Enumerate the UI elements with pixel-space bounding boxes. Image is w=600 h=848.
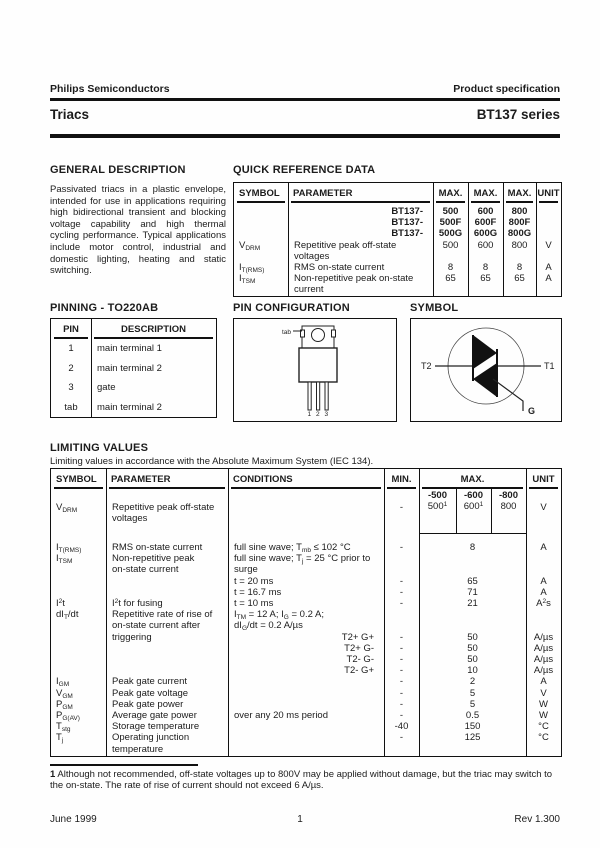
- lv-line: [51, 744, 561, 755]
- limiting-values-intro: Limiting values in accordance with the Absolute Maximum System (IEC 134).: [50, 456, 374, 467]
- lv-line: [51, 542, 561, 553]
- cell-symbol: $I_{T(RMS)}$: [239, 262, 265, 275]
- qrd-header-max1: MAX.: [433, 183, 468, 203]
- cell-max: 8: [447, 262, 454, 274]
- cell-min: -: [399, 710, 404, 722]
- cell-unit: A/µs: [533, 654, 554, 666]
- cell-conditions: surge: [234, 564, 258, 576]
- cell-unit: A: [545, 262, 552, 274]
- cell-symbol: [234, 228, 288, 239]
- cell-max: 500: [442, 206, 459, 217]
- cell-max: 5: [469, 698, 476, 710]
- cell-symbol: $I_{T(RMS)}$: [56, 542, 82, 554]
- cell-description: main terminal 1: [97, 343, 162, 355]
- cell-min: -: [399, 732, 404, 744]
- cell-unit: V: [545, 239, 552, 251]
- cell-parameter: Storage temperature: [112, 721, 200, 733]
- cell-max: [419, 744, 526, 755]
- pinning-header-row: [51, 319, 216, 339]
- cell-parameter: Repetitive rate of rise of: [112, 609, 213, 621]
- cell-pin: 1: [68, 343, 74, 355]
- cell-unit: [536, 228, 561, 239]
- cell-conditions: [228, 721, 384, 732]
- lv-max-subrule: [419, 533, 526, 534]
- cell-parameter: on-state current: [112, 564, 179, 576]
- cell-max-800: -800 800: [498, 490, 518, 512]
- cell-parameter: on-state current after: [112, 620, 201, 632]
- cell-min: [384, 620, 419, 631]
- cell-min: -: [399, 642, 404, 654]
- cell-parameter: [106, 654, 228, 665]
- cell-max: 600F: [474, 217, 497, 229]
- cell-max: 800: [511, 239, 528, 251]
- cell-parameter: BT137-: [391, 206, 423, 217]
- cell-unit: A: [540, 575, 547, 587]
- cell-symbol: [51, 665, 106, 676]
- cell-min: -: [399, 654, 404, 666]
- footer-revision: Rev 1.300: [514, 814, 560, 825]
- lv-line: [51, 710, 561, 721]
- cell-min: -: [399, 598, 404, 610]
- cell-conditions: T2+ G+: [341, 631, 374, 643]
- cell-symbol: $V_{DRM}$: [239, 239, 261, 252]
- cell-conditions: [228, 699, 384, 710]
- quick-reference-table: [233, 182, 562, 297]
- lv-header-conditions: CONDITIONS: [228, 469, 384, 489]
- cell-symbol: $T_j$: [56, 732, 64, 745]
- symbol-heading: SYMBOL: [410, 302, 459, 314]
- lv-header-row: [51, 469, 561, 489]
- qrd-line: [234, 217, 561, 228]
- cell-symbol: [51, 654, 106, 665]
- cell-max: 10: [467, 665, 478, 677]
- cell-max: 71: [467, 586, 478, 598]
- cell-parameter: Peak gate current: [112, 676, 187, 688]
- lv-line: [51, 676, 561, 687]
- cell-symbol: $T_{stg}$: [56, 721, 71, 734]
- pinning-row: [51, 359, 216, 379]
- pinning-row: [51, 378, 216, 398]
- cell-max: 150: [464, 721, 481, 733]
- cell-parameter: RMS on-state current: [112, 542, 203, 553]
- cell-symbol: $I_{TSM}$: [56, 553, 73, 566]
- cell-max: 600G: [473, 228, 498, 240]
- cell-unit: [526, 553, 561, 564]
- cell-parameter: BT137-: [391, 228, 423, 240]
- cell-symbol: $I_{GM}$: [56, 676, 70, 689]
- cell-max: 800G: [507, 228, 532, 240]
- cell-symbol: [51, 643, 106, 654]
- qrd-line: [234, 206, 561, 217]
- cell-min: -40: [394, 721, 409, 733]
- triac-symbol-icon: [411, 319, 558, 418]
- cell-unit: [536, 206, 561, 217]
- cell-unit: A/µs: [533, 642, 554, 654]
- cell-conditions: $dI_G/dt = 0.2$ A/µs: [234, 620, 303, 633]
- cell-max: 600: [477, 206, 494, 217]
- cell-min: -: [399, 687, 404, 699]
- quick-reference-heading: QUICK REFERENCE DATA: [233, 164, 376, 176]
- qrd-header-row: [234, 183, 561, 203]
- cell-max: 50: [467, 642, 478, 654]
- cell-unit: [536, 251, 561, 262]
- cell-conditions: full sine wave; $T_{mb} \le 102$ °C: [234, 542, 351, 554]
- lv-header-max: MAX.: [419, 469, 526, 489]
- cell-parameter: Peak gate power: [112, 698, 184, 710]
- cell-max: [503, 284, 536, 295]
- cell-unit: [526, 620, 561, 631]
- cell-min: -: [399, 665, 404, 677]
- cell-max: 0.5: [465, 710, 480, 722]
- pinning-header-description: DESCRIPTION: [91, 319, 216, 339]
- qrd-line: [234, 251, 561, 262]
- header-publisher: Philips Semiconductors: [50, 83, 170, 95]
- cell-symbol: $V_{DRM}$: [56, 502, 78, 514]
- cell-description: main terminal 2: [97, 362, 162, 374]
- cell-unit: [526, 564, 561, 575]
- cell-conditions: t = 10 ms: [234, 598, 274, 610]
- svg-text:T2: T2: [421, 361, 432, 371]
- cell-conditions: [228, 676, 384, 687]
- cell-conditions: t = 20 ms: [234, 575, 274, 587]
- cell-unit: °C: [538, 721, 549, 733]
- cell-min: -: [399, 698, 404, 710]
- footnote-marker: 1: [50, 769, 56, 780]
- cell-parameter: Non-repetitive peak: [112, 553, 195, 565]
- header-spec-type: Product specification: [453, 83, 560, 95]
- general-description-heading: GENERAL DESCRIPTION: [50, 164, 186, 176]
- cell-unit: $A^2s$: [536, 598, 551, 610]
- svg-text:3: 3: [324, 411, 329, 418]
- cell-max: [433, 251, 468, 262]
- cell-parameter: $I^2t$ for fusing: [112, 598, 163, 610]
- cell-max-500: -500 $500^1$: [427, 490, 448, 512]
- pinning-row: [51, 398, 216, 418]
- footnote-text: Although not recommended, off-state voltages up to 800V may be applied without damage, but the triac may switch to the on-state. The rate of rise of current should not exceed 6 A/µs.: [50, 769, 553, 792]
- cell-unit: A/µs: [533, 665, 554, 677]
- cell-symbol: [51, 744, 106, 755]
- cell-unit: A: [540, 676, 547, 688]
- page-title: Triacs: [50, 107, 90, 122]
- cell-unit: [526, 744, 561, 755]
- qrd-body: [234, 203, 561, 296]
- footnote: [50, 769, 562, 792]
- lv-line: [51, 598, 561, 609]
- title-rule: [50, 134, 560, 138]
- cell-max: 500: [442, 239, 459, 251]
- cell-symbol: [51, 632, 106, 643]
- cell-unit: A/µs: [533, 631, 554, 643]
- qrd-header-unit: UNIT: [536, 183, 561, 203]
- cell-unit: [536, 217, 561, 228]
- to220-package-icon: [234, 319, 393, 418]
- limiting-values-table: [50, 468, 562, 757]
- cell-max: 500F: [439, 217, 462, 229]
- cell-parameter: triggering: [112, 631, 152, 643]
- lv-line: [51, 643, 561, 654]
- cell-conditions: T2+ G-: [344, 642, 374, 654]
- cell-unit: A: [545, 273, 552, 285]
- cell-max: [468, 284, 503, 295]
- cell-conditions: T2- G+: [344, 665, 374, 677]
- pinning-body: [51, 339, 216, 417]
- cell-min: -: [399, 502, 404, 513]
- cell-pin: 3: [68, 382, 74, 394]
- cell-conditions: [228, 688, 384, 699]
- cell-max: 125: [464, 732, 481, 744]
- cell-conditions: [228, 732, 384, 743]
- cell-parameter: [106, 643, 228, 654]
- cell-max: 65: [480, 273, 491, 285]
- lv-line: [51, 721, 561, 732]
- footer-date: June 1999: [50, 814, 97, 825]
- cell-max: 800F: [508, 217, 531, 229]
- cell-min: [384, 553, 419, 564]
- lv-vdrm-row: [51, 489, 561, 533]
- pinning-row: [51, 339, 216, 359]
- cell-max: 600: [477, 239, 494, 251]
- cell-min: [384, 609, 419, 620]
- lv-line: [51, 576, 561, 587]
- cell-symbol: [234, 251, 288, 262]
- qrd-line: [234, 273, 561, 284]
- cell-conditions: T2- G-: [346, 654, 374, 666]
- lv-line: [51, 587, 561, 598]
- pinning-table: [50, 318, 217, 418]
- cell-max-600: -600 $600^1$: [463, 490, 484, 512]
- cell-max: 800: [511, 206, 528, 217]
- cell-parameter: [106, 587, 228, 598]
- cell-max: 50: [467, 631, 478, 643]
- lv-header-symbol: SYMBOL: [51, 469, 106, 489]
- lv-body: [51, 542, 561, 755]
- lv-line: [51, 632, 561, 643]
- cell-symbol: [51, 587, 106, 598]
- cell-parameter: [106, 665, 228, 676]
- lv-line: [51, 654, 561, 665]
- lv-header-unit: UNIT: [526, 469, 561, 489]
- pinning-header-pin: PIN: [51, 319, 91, 339]
- qrd-line: [234, 240, 561, 251]
- pin-configuration-box: [233, 318, 397, 422]
- parameter-line: voltages: [112, 513, 148, 524]
- cell-min: -: [399, 676, 404, 688]
- cell-max: [419, 564, 526, 575]
- svg-text:2: 2: [316, 411, 320, 418]
- cell-unit: A: [540, 542, 547, 553]
- qrd-line: [234, 262, 561, 273]
- cell-parameter: BT137-: [391, 217, 423, 229]
- lv-header-min: MIN.: [384, 469, 419, 489]
- cell-description: gate: [97, 382, 116, 394]
- cell-max: 50: [467, 654, 478, 666]
- pinning-heading: PINNING - TO220AB: [50, 302, 159, 314]
- cell-max: 5: [469, 687, 476, 699]
- cell-max: 21: [467, 598, 478, 610]
- cell-conditions: over any 20 ms period: [234, 710, 328, 722]
- cell-unit: [536, 284, 561, 295]
- qrd-header-parameter: PARAMETER: [288, 183, 433, 203]
- qrd-line: [234, 228, 561, 239]
- cell-max: [468, 251, 503, 262]
- cell-min: -: [399, 631, 404, 643]
- symbol-box: [410, 318, 562, 422]
- cell-min: [384, 744, 419, 755]
- cell-unit: [526, 609, 561, 620]
- cell-parameter: Average gate power: [112, 710, 197, 722]
- cell-symbol: $V_{GM}$: [56, 687, 73, 700]
- lv-line: [51, 553, 561, 564]
- cell-symbol: [51, 564, 106, 575]
- cell-max: 8: [516, 262, 523, 274]
- cell-unit: °C: [538, 732, 549, 744]
- cell-parameter: temperature: [112, 743, 164, 755]
- cell-symbol: $I_{TSM}$: [239, 273, 256, 286]
- tab-label: tab: [282, 329, 292, 336]
- footnote-rule: [50, 764, 198, 766]
- cell-unit: V: [540, 502, 547, 513]
- cell-parameter: [112, 502, 226, 524]
- lv-line: [51, 732, 561, 743]
- cell-conditions: t = 16.7 ms: [234, 586, 282, 598]
- cell-description: main terminal 2: [97, 401, 162, 413]
- cell-parameter: Non-repetitive peak on-state: [294, 273, 414, 285]
- lv-line: [51, 609, 561, 620]
- qrd-header-max2: MAX.: [468, 183, 503, 203]
- cell-max: [503, 251, 536, 262]
- cell-max: 65: [467, 575, 478, 587]
- cell-conditions: $I_{TM} = 12$ A; $I_G = 0.2$ A;: [234, 609, 324, 622]
- lv-line: [51, 665, 561, 676]
- footer-page-number: 1: [297, 814, 303, 825]
- svg-text:G: G: [528, 406, 536, 416]
- cell-max: 8: [469, 542, 476, 553]
- cell-symbol: $dI_T/dt$: [56, 609, 79, 622]
- cell-unit: A: [540, 586, 547, 598]
- qrd-header-symbol: SYMBOL: [234, 183, 288, 203]
- lv-line: [51, 688, 561, 699]
- cell-max: 65: [445, 273, 456, 285]
- svg-text:1: 1: [307, 411, 312, 418]
- cell-parameter: voltages: [294, 250, 330, 262]
- cell-max: 65: [514, 273, 525, 285]
- cell-max: 8: [482, 262, 489, 274]
- cell-parameter: RMS on-state current: [294, 262, 385, 274]
- parameter-line: Repetitive peak off-state: [112, 502, 215, 513]
- cell-parameter: [106, 576, 228, 587]
- cell-symbol: $P_{GM}$: [56, 698, 73, 711]
- header-rule: [50, 98, 560, 101]
- lv-line: [51, 699, 561, 710]
- cell-parameter: Repetitive peak off-state: [294, 239, 397, 251]
- lv-header-parameter: PARAMETER: [106, 469, 228, 489]
- pin-configuration-heading: PIN CONFIGURATION: [233, 302, 350, 314]
- cell-symbol: [234, 217, 288, 228]
- cell-min: -: [399, 542, 404, 553]
- cell-conditions: full sine wave; $T_j = 25$ °C prior to: [234, 553, 371, 566]
- cell-parameter: Peak gate voltage: [112, 687, 189, 699]
- cell-unit: W: [539, 710, 548, 722]
- cell-max: 500G: [438, 228, 463, 240]
- series-title: BT137 series: [476, 107, 560, 122]
- cell-symbol: [51, 620, 106, 631]
- limiting-values-heading: LIMITING VALUES: [50, 442, 149, 454]
- svg-text:T1: T1: [544, 361, 555, 371]
- cell-min: -: [399, 575, 404, 587]
- lv-line: [51, 564, 561, 575]
- cell-min: -: [399, 586, 404, 598]
- cell-pin: 2: [68, 362, 74, 374]
- cell-symbol: $I^2t$: [56, 598, 65, 610]
- cell-max: [419, 609, 526, 620]
- cell-max: 2: [469, 676, 476, 688]
- cell-symbol: [234, 206, 288, 217]
- cell-symbol: [51, 576, 106, 587]
- qrd-header-max3: MAX.: [503, 183, 536, 203]
- cell-max: [419, 620, 526, 631]
- lv-line: [51, 620, 561, 631]
- cell-max: [433, 284, 468, 295]
- cell-conditions: [228, 744, 384, 755]
- cell-parameter: Operating junction: [112, 732, 190, 744]
- cell-parameter: current: [294, 284, 324, 296]
- cell-symbol: $P_{G(AV)}$: [56, 710, 80, 723]
- cell-max: [419, 553, 526, 564]
- cell-min: [384, 564, 419, 575]
- cell-symbol: [234, 284, 288, 295]
- general-description-body: Passivated triacs in a plastic envelope, intended for use in applications requiring high bidirectional transient and blocking voltage capability and high thermal cycling performance. Typical applications include motor control, industrial and domestic lighting, heating and static switching.: [50, 184, 226, 277]
- cell-pin: tab: [64, 401, 78, 413]
- qrd-line: [234, 284, 561, 295]
- cell-unit: V: [540, 687, 547, 699]
- cell-unit: W: [539, 698, 548, 710]
